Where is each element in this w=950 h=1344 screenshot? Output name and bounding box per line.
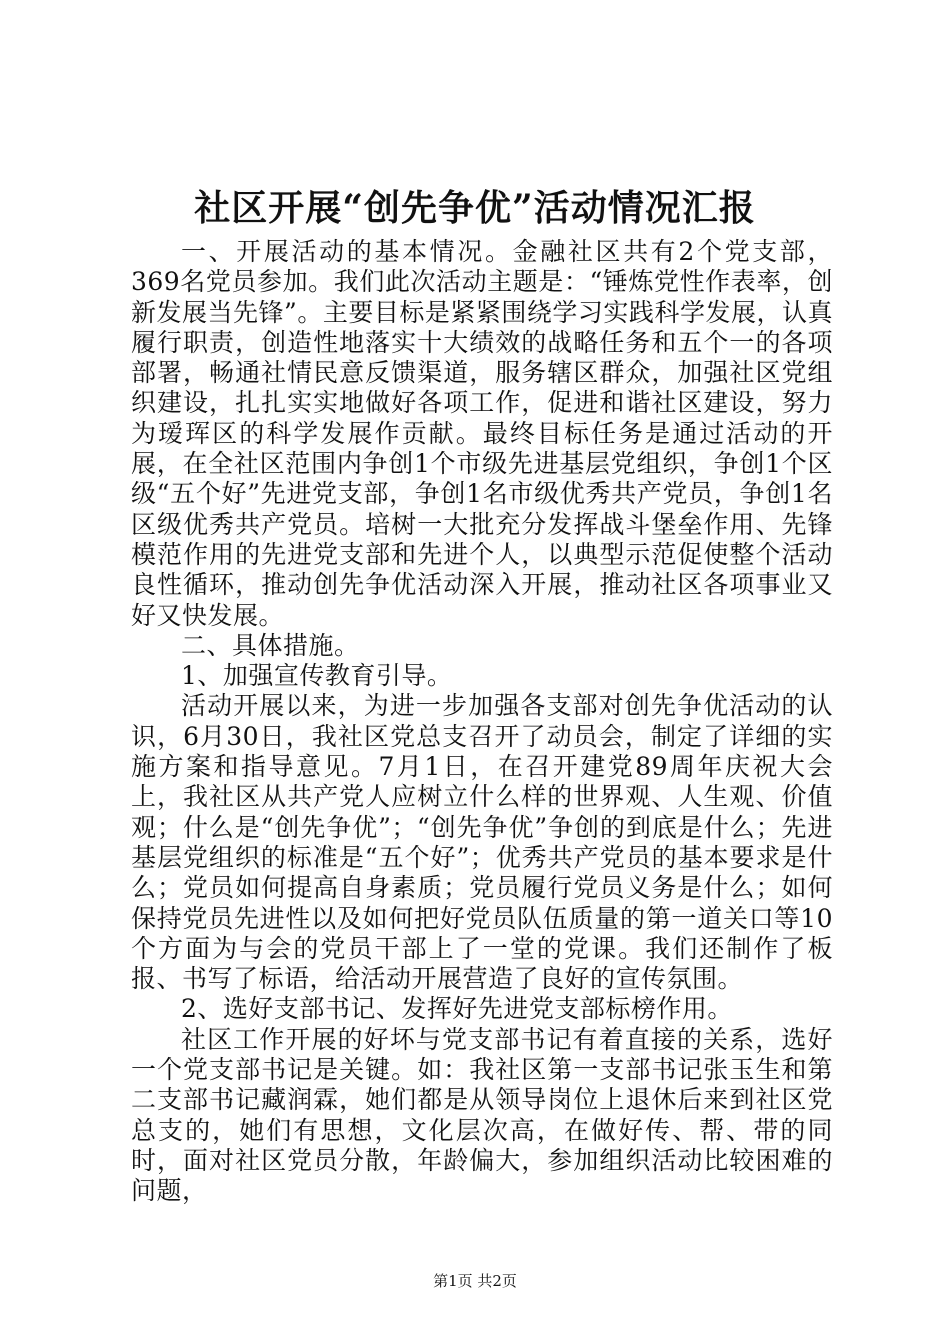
page-footer: 第1页 共2页: [433, 1272, 517, 1290]
paragraph-basic-situation: 一、开展活动的基本情况。金融社区共有2个党支部，369名党员参加。我们此次活动主题是：“锤炼党性作表率，创新发展当先锋”。主要目标是紧紧围绕学习实践科学发展，认真履行职责，创造性地落实十大绩效的战略任务和五个一的各项部署，畅通社情民意反馈渠道，服务辖区群众，加强社区党组织建设，扎扎实实地做好各项工作，促进和谐社区建设，努力为瑷珲区的科学发展作贡献。最终目标任务是通过活动的开展，在全社区范围内争创1个市级先进基层党组织，争创1个区级“五个好”先进党支部，争创1名市级优秀共产党员，争创1名区级优秀共产党员。培树一大批充分发挥战斗堡垒作用、先锋模范作用的先进党支部和先进个人，以典型示范促使整个活动良性循环，推动创先争优活动深入开展，推动社区各项事业又好又快发展。: [131, 237, 833, 630]
paragraph-measure-2-heading: 2、选好支部书记、发挥好先进党支部标榜作用。: [181, 994, 733, 1024]
paragraph-measure-1-heading: 1、加强宣传教育引导。: [181, 661, 453, 691]
paragraph-measure-2-body: 社区工作开展的好坏与党支部书记有着直接的关系，选好一个党支部书记是关键。如：我社区第一支部书记张玉生和第二支部书记藏润霖，她们都是从领导岗位上退休后来到社区党总支的，她们有思想，文化层次高，在做好传、帮、带的同时，面对社区党员分散，年龄偏大，参加组织活动比较困难的问题，: [131, 1024, 833, 1206]
paragraph-measures-heading: 二、具体措施。: [181, 630, 360, 660]
paragraph-measure-1-body: 活动开展以来，为进一步加强各支部对创先争优活动的认识，6月30日，我社区党总支召开了动员会，制定了详细的实施方案和指导意见。7月1日，在召开建党89周年庆祝大会上，我社区从共产党人应树立什么样的世界观、人生观、价值观；什么是“创先争优”；“创先争优”争创的到底是什么；先进基层党组织的标准是“五个好”；优秀共产党员的基本要求是什么；党员如何提高自身素质；党员履行党员义务是什么；如何保持党员先进性以及如何把好党员队伍质量的第一道关口等10个方面为与会的党员干部上了一堂的党课。我们还制作了板报、书写了标语，给活动开展营造了良好的宣传氛围。: [131, 691, 833, 994]
document-body: [131, 237, 833, 1207]
document-title: 社区开展“创先争优”活动情况汇报: [194, 187, 756, 229]
